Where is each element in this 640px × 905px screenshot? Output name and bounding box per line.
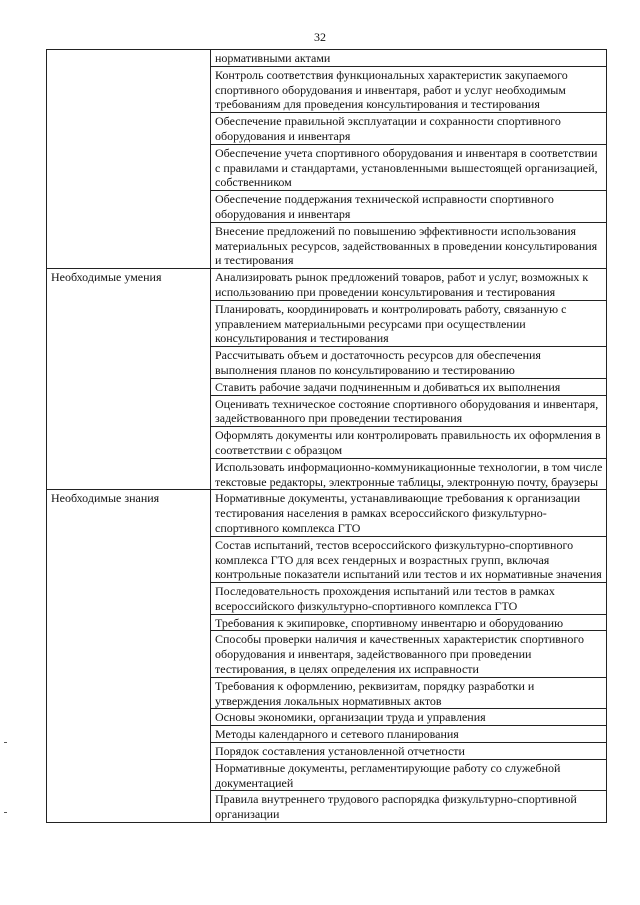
requirements-table [46, 49, 607, 823]
margin-mark [4, 742, 7, 743]
table-row [47, 50, 607, 67]
table-row [47, 269, 607, 301]
requirement-item: Нормативные документы, устанавливающие требования к организации тестирования населения в рамках всероссийского физкультурно-спортивного комплекса ГТО [211, 490, 607, 536]
requirement-item: Обеспечение правильной эксплуатации и сохранности спортивного оборудования и инвентаря [211, 113, 607, 145]
requirement-item: Нормативные документы, регламентирующие работу со служебной документацией [211, 759, 607, 791]
requirement-item: Планировать, координировать и контролировать работу, связанную с управлением материальными ресурсами при осуществлении консультирования и тестирования [211, 300, 607, 346]
requirement-item: Анализировать рынок предложений товаров, работ и услуг, возможных к использованию при проведении консультирования и тестирования [211, 269, 607, 301]
requirement-item: Ставить рабочие задачи подчиненным и добиваться их выполнения [211, 378, 607, 395]
requirement-item: Обеспечение учета спортивного оборудования и инвентаря в соответствии с правилами и стандартами, установленными вышестоящей организацией, собственником [211, 144, 607, 190]
page-number: 32 [314, 30, 326, 44]
requirement-item: Правила внутреннего трудового распорядка физкультурно-спортивной организации [211, 791, 607, 823]
requirement-item: нормативными актами [211, 50, 607, 67]
requirement-item: Контроль соответствия функциональных характеристик закупаемого спортивного оборудования и инвентаря, работ и услуг необходимым требованиям для проведения консультирования и тестирования [211, 66, 607, 112]
requirement-item: Внесение предложений по повышению эффективности использования материальных ресурсов, задействованных в проведении консультирования и тестирования [211, 222, 607, 268]
requirement-item: Обеспечение поддержания технической исправности спортивного оборудования и инвентаря [211, 191, 607, 223]
requirement-item: Требования к экипировке, спортивному инвентарю и оборудованию [211, 614, 607, 631]
requirement-item: Способы проверки наличия и качественных характеристик спортивного оборудования и инвентаря, задействованного при проведении тестирования, в целях определения их исправности [211, 631, 607, 677]
requirement-item: Порядок составления установленной отчетности [211, 743, 607, 760]
requirement-item: Оценивать техническое состояние спортивного оборудования и инвентаря, задействованного при проведении тестирования [211, 395, 607, 427]
requirements-table-body [47, 50, 607, 823]
requirement-item: Основы экономики, организации труда и управления [211, 709, 607, 726]
section-label: Необходимые знания [47, 490, 211, 823]
margin-mark [4, 812, 7, 813]
requirement-item: Использовать информационно-коммуникационные технологии, в том числе текстовые редакторы, электронные таблицы, электронную почту, браузеры [211, 458, 607, 490]
section-label [47, 50, 211, 269]
requirement-item: Требования к оформлению, реквизитам, порядку разработки и утверждения локальных нормативных актов [211, 677, 607, 709]
requirement-item: Оформлять документы или контролировать правильность их оформления в соответствии с образцом [211, 427, 607, 459]
table-row [47, 490, 607, 536]
requirement-item: Рассчитывать объем и достаточность ресурсов для обеспечения выполнения планов по консультированию и тестированию [211, 347, 607, 379]
section-label: Необходимые умения [47, 269, 211, 490]
requirement-item: Состав испытаний, тестов всероссийского физкультурно-спортивного комплекса ГТО для всех гендерных и возрастных групп, включая контрольные показатели испытаний или тестов и их нормативные значения [211, 536, 607, 582]
requirement-item: Последовательность прохождения испытаний или тестов в рамках всероссийского физкультурно-спортивного комплекса ГТО [211, 583, 607, 615]
requirement-item: Методы календарного и сетевого планирования [211, 726, 607, 743]
